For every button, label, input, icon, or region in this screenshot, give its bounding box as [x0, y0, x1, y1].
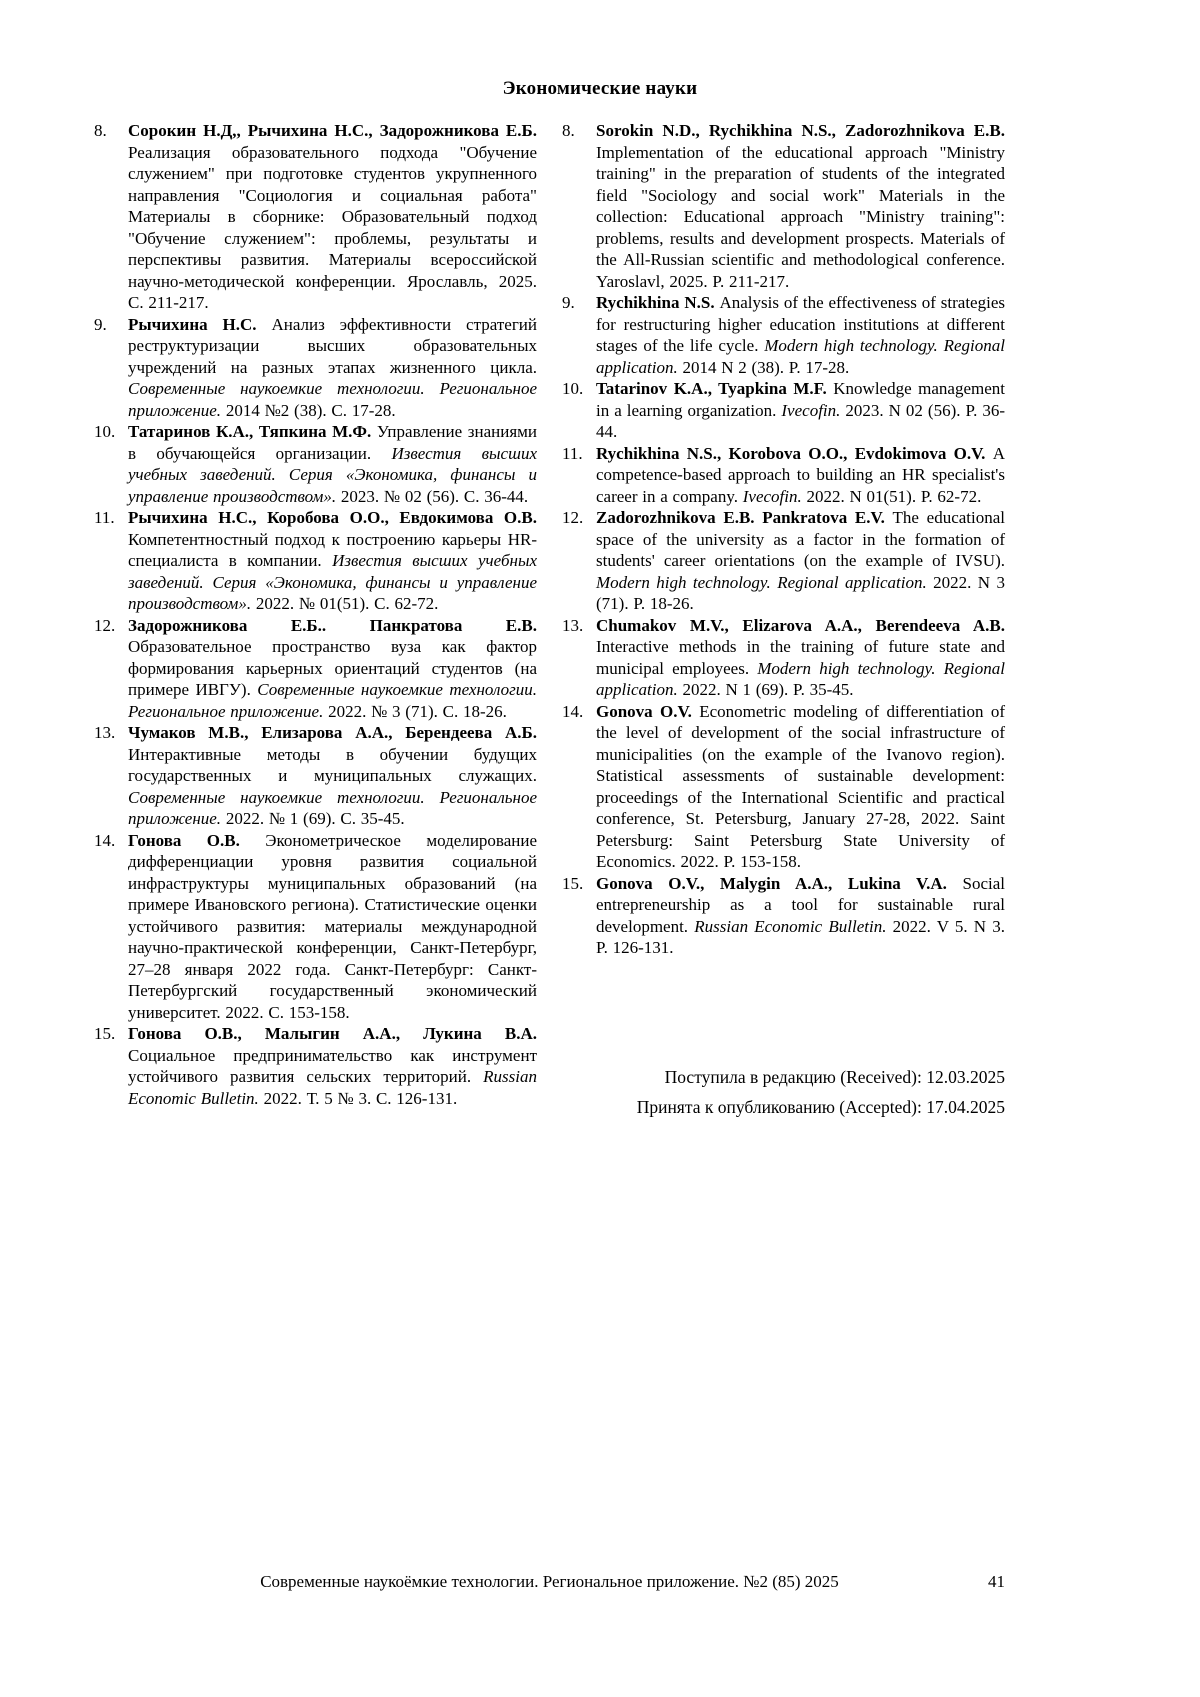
reference-columns [0, 100, 1200, 1122]
reference-text: Рычихина Н.С. Анализ эффективности стратегий реструктуризации высших образовательных учреждений на разных этапах жизненного цикла. Современные наукоемкие технологии. Региональное приложение. 2014 №2 (38). С. 17-28. [128, 314, 537, 420]
reference-item-ru [94, 830, 537, 1024]
reference-text: Гонова О.В., Малыгин А.А., Лукина В.А. Социальное предпринимательство как инструмент устойчивого развития сельских территорий. Russian Economic Bulletin. 2022. Т. 5 № 3. С. 126-131. [128, 1024, 537, 1108]
reference-text: Задорожникова Е.Б.. Панкратова Е.В. Образовательное пространство вуза как фактор формирования карьерных ориентаций студентов (на примере ИВГУ). Современные наукоемкие технологии. Региональное приложение. 2022. № 3 (71). С. 18-26. [128, 615, 537, 721]
reference-number: 13. [94, 723, 116, 742]
reference-number: 8. [94, 121, 107, 140]
reference-number: 11. [562, 443, 583, 463]
reference-number: 11. [94, 508, 115, 527]
reference-text: Рычихина Н.С., Коробова О.О., Евдокимова О.В. Компетентностный подход к построению карьеры HR-специалиста в компании. Известия высших учебных заведений. Серия «Экономика, финансы и управление производством». 2022. № 01(51). С. 62-72. [128, 508, 538, 613]
reference-text: Сорокин Н.Д,, Рычихина Н.С., Задорожникова Е.Б. Реализация образовательного подхода "Обучение служением" при подготовке студентов укрупненного направления "Социология и социальная работа" Материалы в сборнике: Образовательный подход "Обучение служением": проблемы, результаты и перспективы развития. Материалы всероссийской научно-методической конференции. Ярославль, 2025. С. 211-217. [128, 121, 537, 312]
reference-item-ru [94, 507, 537, 615]
reference-text: Tatarinov K.A., Tyapkina M.F. Knowledge management in a learning organization. Ivecofin. 2023. N 02 (56). P. 36-44. [596, 379, 1006, 441]
reference-item-ru [94, 314, 537, 422]
reference-number: 9. [94, 314, 107, 334]
reference-text: Гонова О.В. Эконометрическое моделирование дифференциации уровня развития социальной инфраструктуры муниципальных образований (на примере Ивановского региона). Статистические оценки устойчивого развития: материалы международной научно-практической конференции, Санкт-Петербург, 27–28 января 2022 года. Санкт-Петербург: Санкт-Петербургский государственный экономический университет. 2022. С. 153-158. [128, 830, 537, 1022]
reference-number: 12. [94, 615, 116, 635]
accepted-date-line: Принята к опубликованию (Accepted): 17.04.2025 [636, 1096, 1005, 1117]
page-footer [94, 1572, 1005, 1592]
reference-item-en [562, 507, 1005, 615]
reference-item-ru [94, 1023, 537, 1109]
reference-number: 12. [562, 508, 584, 527]
reference-item-en [562, 701, 1005, 873]
references-russian-column [94, 120, 537, 1122]
section-heading: Экономические науки [502, 78, 698, 99]
reference-text: Chumakov M.V., Elizarova A.A., Berendeeva A.B. Interactive methods in the training of future state and municipal employees. Modern high technology. Regional application. 2022. N 1 (69). P. 35-45. [596, 615, 1005, 699]
reference-text: Gonova O.V. Econometric modeling of differentiation of the level of development of the social infrastructure of municipalities (on the example of the Ivanovo region). Statistical assessments of sustainable development: proceedings of the International Scientific and practical conference, St. Petersburg, January 27-28, 2022. Saint Petersburg: Saint Petersburg State University of Economics. 2022. P. 153-158. [596, 701, 1005, 871]
reference-text: Sorokin N.D., Rychikhina N.S., Zadorozhnikova E.B. Implementation of the educational approach "Ministry training" in the preparation of students of the integrated field "Sociology and social work" Materials in the collection: Educational approach "Ministry training": problems, results and development prospects. Materials of the All-Russian scientific and methodological conference. Yaroslavl, 2025. P. 211-217. [596, 121, 1005, 291]
reference-text: Gonova O.V., Malygin A.A., Lukina V.A. Social entrepreneurship as a tool for sustainable rural development. Russian Economic Bulletin. 2022. V 5. N 3. P. 126-131. [596, 873, 1005, 957]
reference-item-ru [94, 421, 537, 507]
reference-text: Rychikhina N.S., Korobova O.O., Evdokimova O.V. A competence-based approach to building an HR specialist's career in a company. Ivecofin. 2022. N 01(51). P. 62-72. [596, 443, 1005, 506]
reference-number: 15. [94, 1024, 116, 1043]
reference-number: 14. [94, 830, 116, 850]
references-english-column [562, 120, 1005, 1122]
reference-number: 13. [562, 615, 584, 635]
reference-number: 9. [562, 293, 575, 312]
submission-dates [562, 1062, 1005, 1122]
reference-item-en [562, 443, 1005, 508]
reference-text: Татаринов К.А., Тяпкина М.Ф. Управление знаниями в обучающейся организации. Известия высших учебных заведений. Серия «Экономика, финансы и управление производством». 2023. № 02 (56). С. 36-44. [128, 422, 537, 506]
reference-text: Чумаков М.В., Елизарова А.А., Берендеева А.Б. Интерактивные методы в обучении будущих государственных и муниципальных служащих. Современные наукоемкие технологии. Региональное приложение. 2022. № 1 (69). С. 35-45. [128, 723, 537, 828]
reference-item-ru [94, 615, 537, 723]
page-number: 41 [988, 1572, 1005, 1591]
reference-number: 15. [562, 873, 584, 893]
reference-item-en [562, 873, 1005, 959]
reference-number: 10. [94, 422, 116, 441]
reference-item-ru [94, 120, 537, 314]
journal-footer-title: Современные наукоёмкие технологии. Региональное приложение. №2 (85) 2025 [260, 1572, 839, 1591]
reference-item-en [562, 378, 1005, 443]
reference-item-en [562, 615, 1005, 701]
reference-text: Rychikhina N.S. Analysis of the effectiveness of strategies for restructuring higher education institutions at different stages of the life cycle. Modern high technology. Regional application. 2014 N 2 (38). P. 17-28. [596, 293, 1005, 377]
reference-number: 10. [562, 379, 584, 398]
reference-item-ru [94, 722, 537, 830]
reference-number: 14. [562, 701, 584, 721]
reference-item-en [562, 292, 1005, 378]
reference-number: 8. [562, 121, 575, 140]
reference-text: Zadorozhnikova E.B. Pankratova E.V. The educational space of the university as a factor in the formation of students' career orientations (on the example of IVSU). Modern high technology. Regional application. 2022. N 3 (71). P. 18-26. [596, 508, 1005, 613]
reference-item-en [562, 120, 1005, 292]
received-date-line: Поступила в редакцию (Received): 12.03.2025 [664, 1066, 1005, 1087]
